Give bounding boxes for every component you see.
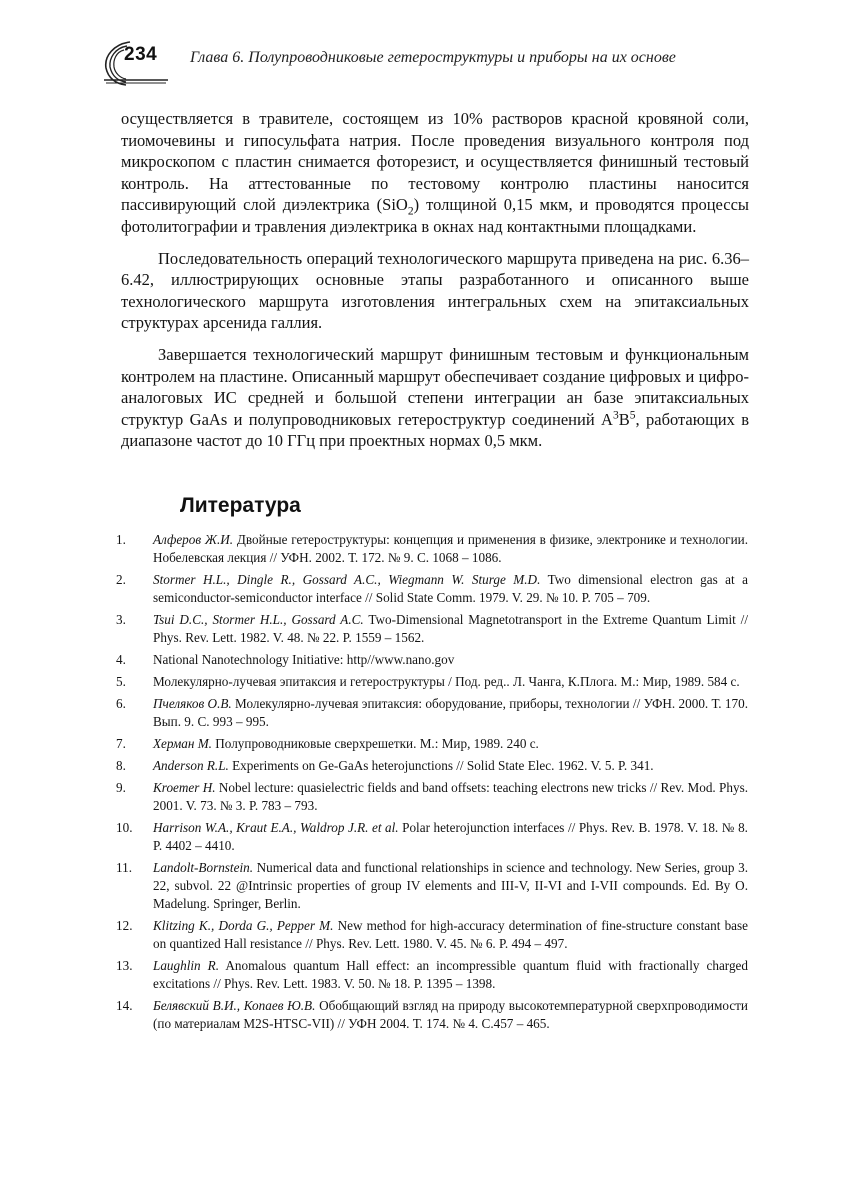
reference-authors: Алферов Ж.И. <box>153 532 234 547</box>
reference-item <box>116 779 748 815</box>
paragraph-2: Последовательность операций технологического маршрута приведена на рис. 6.36–6.42, иллюстрирующих основные этапы разработанного и описанного выше технологического маршрута изготовления интегральных схем на эпитаксиальных структурах арсенида галлия. <box>121 248 749 333</box>
reference-item <box>116 735 748 753</box>
reference-authors: Пчеляков О.В. <box>153 696 232 711</box>
reference-text: Молекулярно-лучевая эпитаксия: оборудование, приборы, технологии // УФН. 2000. Т. 170. Вып. 9. С. 993 – 995. <box>153 696 748 729</box>
paragraph-1: осуществляется в травителе, состоящем из 10% растворов красной кровяной соли, тиомочевины и гипосульфата натрия. После проведения визуального контроля под микроскопом с пластин снимается фоторезист, и осуществляется финишный тестовый контроль. На аттестованные по тестовому контролю пластины наносится пассивирующий слой диэлектрика (SiO$_2$) толщиной 0,15 мкм, и проводятся процессы фотолитографии и травления диэлектрика в окнах над контактными площадками. <box>121 109 749 236</box>
reference-text: Numerical data and functional relationships in science and technology. New Series, group 3. 22, subvol. 22 @Intrinsic properties of group IV elements and III-V, II-VI and I-VII compounds. Ed. By O. Madelung. Springer, Berlin. <box>153 860 748 911</box>
reference-item <box>116 917 748 953</box>
reference-text: Молекулярно-лучевая эпитаксия и гетероструктуры / Под. ред.. Л. Чанга, К.Плога. М.: Мир, 1989. 584 с. <box>153 674 740 689</box>
reference-item <box>116 571 748 607</box>
reference-number: 11. <box>116 860 132 875</box>
reference-authors: Херман М. <box>153 736 212 751</box>
reference-authors: Laughlin R. <box>153 958 220 973</box>
reference-item <box>116 997 748 1033</box>
reference-authors: Landolt-Bornstein. <box>153 860 254 875</box>
reference-number: 1. <box>116 532 126 547</box>
reference-text: Two-Dimensional Magnetotransport in the Extreme Quantum Limit // Phys. Rev. Lett. 1982. V. 48. № 22. P. 1559 – 1562. <box>153 612 748 645</box>
page-number: 234 <box>124 44 158 65</box>
reference-authors: Tsui D.C., Stormer H.L., Gossard A.C. <box>153 612 364 627</box>
reference-authors: Stormer H.L., Dingle R., Gossard A.C., Wiegmann W. Sturge M.D. <box>153 572 541 587</box>
reference-number: 3. <box>116 612 126 627</box>
body-text <box>121 108 749 462</box>
reference-item <box>116 957 748 993</box>
reference-item <box>116 673 748 691</box>
reference-number: 7. <box>116 736 126 751</box>
reference-number: 10. <box>116 820 133 835</box>
paragraph-3: Завершается технологический маршрут финишным тестовым и функциональным контролем на пластине. Описанный маршрут обеспечивает создание цифровых и цифро-аналоговых ИС средней и большой степени интеграции ан базе эпитаксиальных структур GaAs и полупроводниковых гетероструктур соединений $A^3B^5$, работающих в диапазоне частот до 10 ГГц при проектных нормах 0,5 мкм. <box>121 344 750 451</box>
reference-number: 13. <box>116 958 133 973</box>
literature-heading: Литература <box>180 494 301 517</box>
reference-item <box>116 611 748 647</box>
reference-item <box>116 859 748 913</box>
reference-number: 9. <box>116 780 126 795</box>
reference-text: Двойные гетероструктуры: концепция и применения в физике, электронике и технологии. Нобелевская лекция // УФН. 2002. Т. 172. № 9. С. 1068 – 1086. <box>153 532 749 565</box>
reference-authors: Anderson R.L. <box>153 758 229 773</box>
reference-text: New method for high-accuracy determination of fine-structure constant base on quantized Hall resistance // Phys. Rev. Lett. 1980. V. 45. № 6. P. 494 – 497. <box>153 918 749 951</box>
reference-item <box>116 651 748 669</box>
reference-item <box>116 757 748 775</box>
reference-text: Experiments on Ge-GaAs heterojunctions // Solid State Elec. 1962. V. 5. P. 341. <box>228 758 654 773</box>
reference-text: Nobel lecture: quasielectric fields and band offsets: teaching electrons new tricks // Rev. Mod. Phys. 2001. V. 73. № 3. P. 783 – 793. <box>153 780 748 813</box>
reference-item <box>116 819 748 855</box>
reference-item <box>116 695 748 731</box>
reference-text: National Nanotechnology Initiative: http//www.nano.gov <box>153 652 455 667</box>
reference-number: 6. <box>116 696 126 711</box>
page-header <box>100 36 750 88</box>
reference-text: Polar heterojunction interfaces // Phys. Rev. B. 1978. V. 18. № 8. P. 4402 – 4410. <box>153 820 748 853</box>
reference-text: Полупроводниковые сверхрешетки. М.: Мир, 1989. 240 с. <box>211 736 539 751</box>
reference-number: 2. <box>116 572 126 587</box>
reference-number: 14. <box>116 998 133 1013</box>
reference-authors: Klitzing K., Dorda G., Pepper M. <box>153 918 334 933</box>
reference-number: 4. <box>116 652 126 667</box>
reference-number: 5. <box>116 674 126 689</box>
reference-list <box>116 531 748 1037</box>
reference-authors: Белявский В.И., Копаев Ю.В. <box>153 998 316 1013</box>
running-title: Глава 6. Полупроводниковые гетероструктуры и приборы на их основе <box>190 49 676 66</box>
reference-text: Обобщающий взгляд на природу высокотемпературной сверхпроводимости (по материалам M2S-HTSC-VII) // УФН 2004. Т. 174. № 4. С.457 – 465. <box>153 998 748 1031</box>
reference-item <box>116 531 748 567</box>
reference-text: Two dimensional electron gas at a semiconductor-semiconductor interface // Solid State Comm. 1979. V. 29. № 10. P. 705 – 709. <box>153 572 748 605</box>
reference-authors: Kroemer H. <box>153 780 216 795</box>
reference-number: 8. <box>116 758 126 773</box>
reference-authors: Harrison W.A., Kraut E.A., Waldrop J.R. et al. <box>153 820 399 835</box>
reference-number: 12. <box>116 918 133 933</box>
reference-text: Anomalous quantum Hall effect: an incompressible quantum fluid with fractionally charged excitations // Phys. Rev. Lett. 1983. V. 50. № 18. P. 1395 – 1398. <box>153 958 749 991</box>
